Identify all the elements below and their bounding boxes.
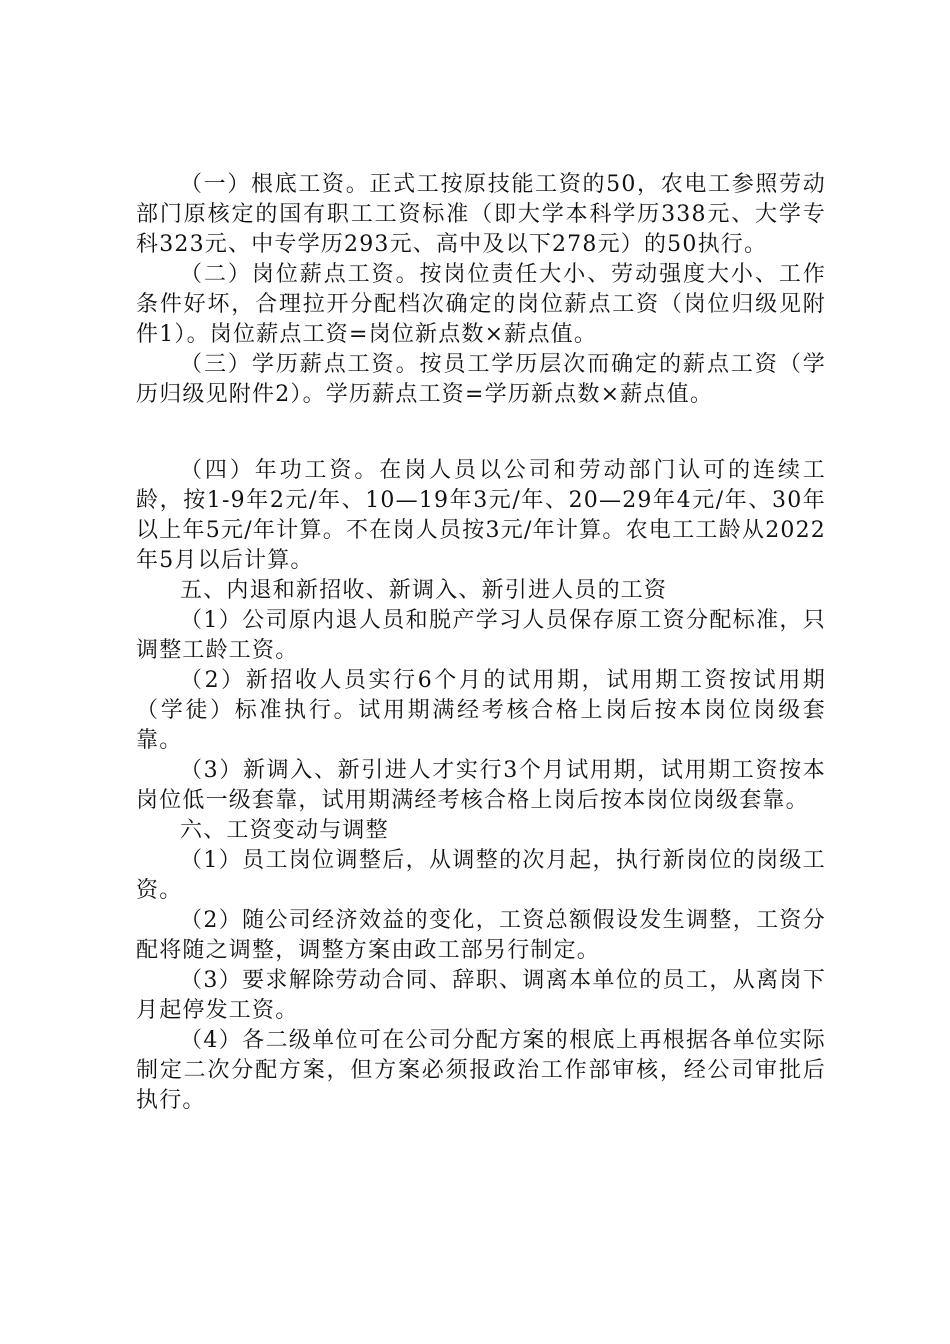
paragraph-retired-staff: （1）公司原内退人员和脱产学习人员保存原工资分配标准，只调整工龄工资。 xyxy=(136,608,826,663)
paragraph-contract-termination: （3）要求解除劳动合同、辞职、调离本单位的员工，从离岗下月起停发工资。 xyxy=(136,968,826,1023)
paragraph-basic-wage: （一）根底工资。正式工按原技能工资的50，农电工参照劳动部门原核定的国有职工工资标准（即大学本科学历338元、大学专科323元、中专学历293元、高中及以下278元）的50执行。 xyxy=(136,172,826,257)
paragraph-seniority-wage: （四）年功工资。在岗人员以公司和劳动部门认可的连续工龄，按1-9年2元/年、10—19年3元/年、20—29年4元/年、30年以上年5元/年计算。不在岗人员按3元/年计算。农电工工龄从2022年5月以后计算。 xyxy=(136,458,826,573)
paragraph-position-points-wage: （二）岗位薪点工资。按岗位责任大小、劳动强度大小、工作条件好坏，合理拉开分配档次确定的岗位薪点工资（岗位归级见附件1）。岗位薪点工资=岗位新点数×薪点值。 xyxy=(136,262,826,347)
document-body xyxy=(136,170,826,1116)
section-heading-new-staff: 五、内退和新招收、新调入、新引进人员的工资 xyxy=(180,578,668,603)
section-heading-wage-changes: 六、工资变动与调整 xyxy=(180,818,389,843)
paragraph-new-recruits: （2）新招收人员实行6个月的试用期，试用期工资按试用期（学徒）标准执行。试用期满经考核合格上岗后按本岗位岗级套靠。 xyxy=(136,668,826,753)
paragraph-secondary-distribution: （4）各二级单位可在公司分配方案的根底上再根据各单位实际制定二次分配方案，但方案必须报政治工作部审核，经公司审批后执行。 xyxy=(136,1028,826,1113)
paragraph-position-adjustment: （1）员工岗位调整后，从调整的次月起，执行新岗位的岗级工资。 xyxy=(136,848,826,903)
paragraph-economic-adjustment: （2）随公司经济效益的变化，工资总额假设发生调整，工资分配将随之调整，调整方案由政工部另行制定。 xyxy=(136,908,826,963)
paragraph-new-transfers: （3）新调入、新引进人才实行3个月试用期，试用期工资按本岗位低一级套靠，试用期满经考核合格上岗后按本岗位岗级套靠。 xyxy=(136,758,826,813)
paragraph-education-points-wage: （三）学历薪点工资。按员工学历层次而确定的薪点工资（学历归级见附件2）。学历薪点工资=学历新点数×薪点值。 xyxy=(136,352,826,407)
